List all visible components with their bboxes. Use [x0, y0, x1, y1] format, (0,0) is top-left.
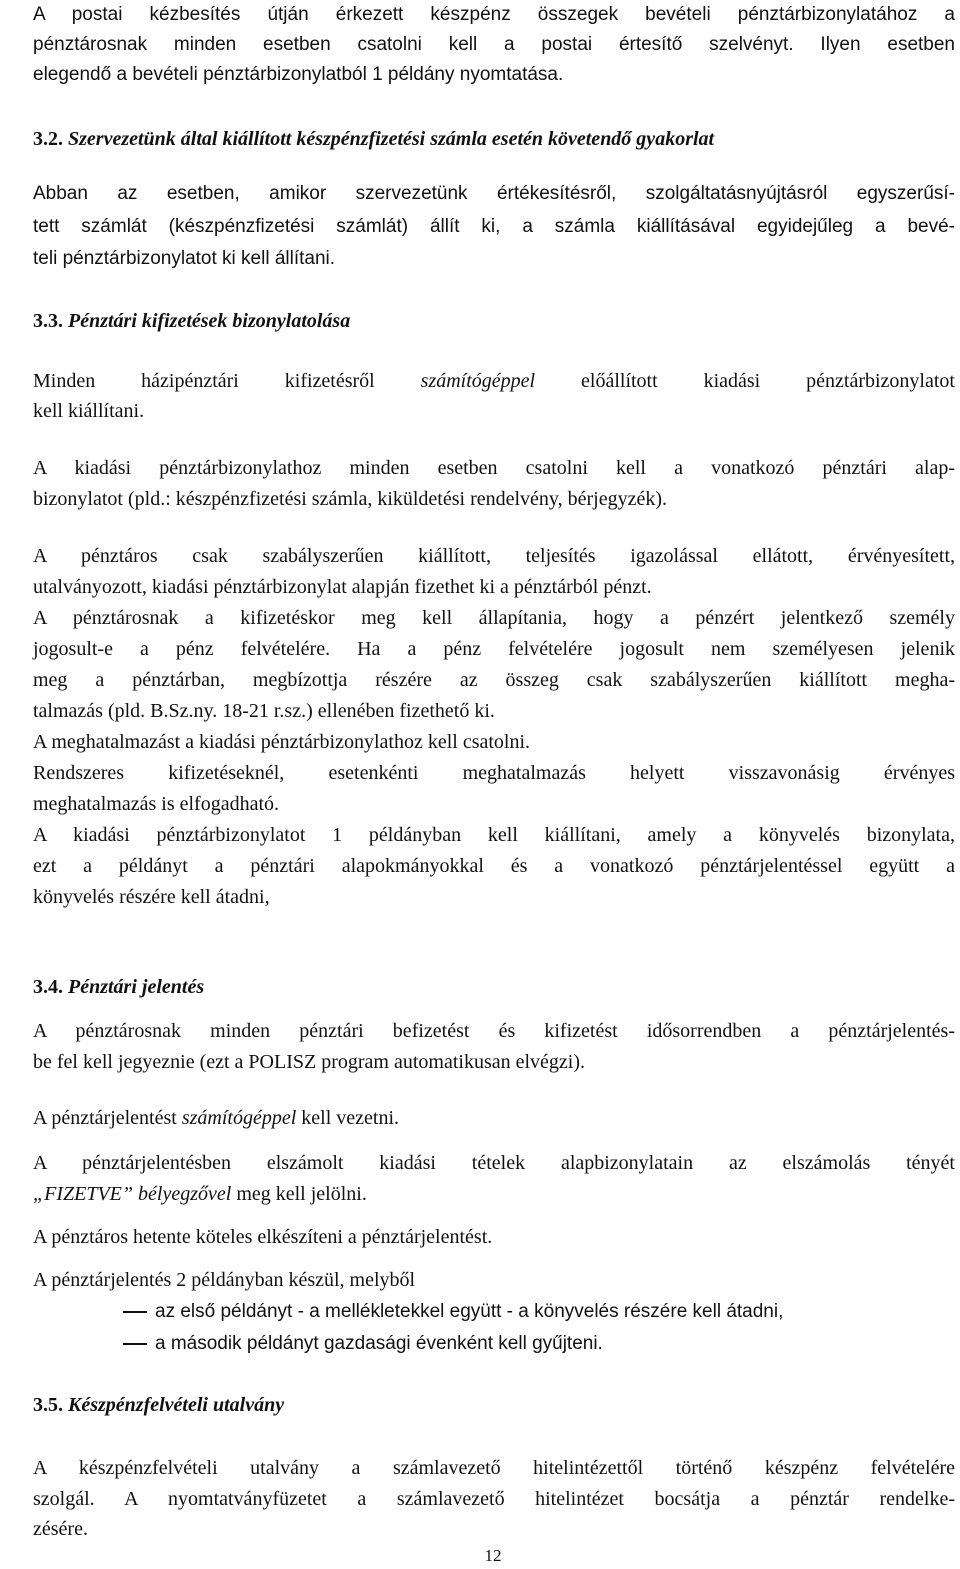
page-number: 12: [484, 1546, 502, 1565]
section-number: 3.4.: [33, 976, 63, 998]
section-title: Szervezetünk által kiállított készpénzfizetési számla esetén követendő gyakorlat: [68, 128, 715, 150]
section-heading-3-2: [33, 124, 714, 154]
text-segment: meg kell jelölni.: [236, 1183, 367, 1205]
section-title: Készpénzfelvételi utalvány: [68, 1394, 285, 1416]
s33-p7-line-1: A kiadási pénztárbizonylatot 1 példányban kell kiállítani, amely a könyvelés bizonylata,: [33, 824, 955, 846]
section-heading-3-4: [33, 972, 204, 1002]
s33-p4-line-2: jogosult-e a pénz felvételére. Ha a pénz felvételére jogosult nem személyesen jelenik: [33, 638, 955, 660]
section-heading-3-5: [33, 1390, 284, 1420]
section-number: 3.2.: [33, 128, 63, 150]
s33-p1-line-2: kell kiállítani.: [33, 400, 145, 422]
section-title: Pénztári kifizetések bizonylatolása: [68, 310, 351, 332]
s35-line-2: szolgál. A nyomtatványfüzetet a számlavezető hitelintézet bocsátja a pénztár rendelke-: [33, 1488, 955, 1510]
section-title: Pénztári jelentés: [68, 976, 205, 998]
section-number: 3.3.: [33, 310, 63, 332]
s33-p7-line-2: ezt a példányt a pénztári alapokmányokkal és a vonatkozó pénztárjelentéssel együtt a: [33, 855, 955, 877]
s33-p2-line-2: bizonylatot (pld.: készpénzfizetési számla, kiküldetési rendelvény, bérjegyzék).: [33, 488, 668, 510]
s35-line-1: A készpénzfelvételi utalvány a számlavezető hitelintézettől történő készpénz felvételére: [33, 1457, 955, 1479]
text-segment: A pénztárjelentést: [33, 1107, 177, 1129]
s33-p2-line-1: A kiadási pénztárbizonylathoz minden esetben csatolni kell a vonatkozó pénztári alap-: [33, 457, 955, 479]
s33-p4-line-3: meg a pénztárban, megbízottja részére az összeg csak szabályszerűen kiállított megha-: [33, 669, 955, 691]
text-segment: Minden házipénztári kifizetésről: [33, 370, 375, 392]
intro-line-2: pénztárosnak minden esetben csatolni kell a postai értesítő szelvényt. Ilyen esetben: [33, 34, 955, 55]
s32-line-3: teli pénztárbizonylatot ki kell állítani.: [33, 248, 336, 269]
s33-p4-line-4: talmazás (pld. B.Sz.ny. 18-21 r.sz.) ellenében fizethető ki.: [33, 700, 495, 722]
emphasis-text: számítógéppel: [181, 1107, 297, 1129]
s33-p5: A meghatalmazást a kiadási pénztárbizonylathoz kell csatolni.: [33, 731, 531, 753]
bullet-dash-icon: [123, 1343, 147, 1345]
text-segment: kell vezetni.: [301, 1107, 399, 1129]
intro-line-1: A postai kézbesítés útján érkezett készpénz összegek bevételi pénztárbizonylatához a: [33, 4, 955, 25]
s33-p3-line-1: A pénztáros csak szabályszerűen kiállított, teljesítés igazolással ellátott, érvényesített,: [33, 545, 955, 567]
s32-line-2: tett számlát (készpénzfizetési számlát) állít ki, a számla kiállításával egyidejűleg a bevé-: [33, 216, 955, 237]
section-number: 3.5.: [33, 1394, 63, 1416]
s33-p6-line-2: meghatalmazás is elfogadható.: [33, 793, 280, 815]
s34-p3-line-2: [33, 1179, 367, 1209]
section-heading-3-3: [33, 306, 350, 336]
bullet-item-2: a második példányt gazdasági évenként kell gyűjteni.: [155, 1333, 603, 1354]
s33-p1-line-1: [33, 366, 955, 396]
s34-p1-line-2: be fel kell jegyeznie (ezt a POLISZ program automatikusan elvégzi).: [33, 1051, 586, 1073]
s33-p4-line-1: A pénztárosnak a kifizetéskor meg kell állapítania, hogy a pénzért jelentkező személy: [33, 607, 955, 629]
bullet-item-1: az első példányt - a mellékletekkel együtt - a könyvelés részére kell átadni,: [155, 1301, 784, 1322]
s33-p3-line-2: utalványozott, kiadási pénztárbizonylat alapján fizethet ki a pénztárból pénzt.: [33, 576, 652, 598]
s33-p7-line-3: könyvelés részére kell átadni,: [33, 886, 270, 908]
text-segment: előállított kiadási pénztárbizonylatot: [581, 370, 955, 392]
s34-p4: A pénztáros hetente köteles elkészíteni a pénztárjelentést.: [33, 1226, 493, 1248]
emphasis-text: számítógéppel: [420, 370, 536, 392]
s35-line-3: zésére.: [33, 1518, 88, 1540]
s34-p2: [33, 1103, 399, 1133]
s32-line-1: Abban az esetben, amikor szervezetünk értékesítésről, szolgáltatásnyújtásról egyszerűsí-: [33, 183, 955, 204]
intro-line-3: elegendő a bevételi pénztárbizonylatból 1 példány nyomtatása.: [33, 64, 564, 85]
s33-p6-line-1: Rendszeres kifizetéseknél, esetenkénti meghatalmazás helyett visszavonásig érvényes: [33, 762, 955, 784]
s34-p5: A pénztárjelentés 2 példányban készül, melyből: [33, 1269, 416, 1291]
bullet-dash-icon: [123, 1311, 147, 1313]
s34-p1-line-1: A pénztárosnak minden pénztári befizetést és kifizetést idősorrendben a pénztárjelentés-: [33, 1020, 955, 1042]
s34-p3-line-1: A pénztárjelentésben elszámolt kiadási tételek alapbizonylatain az elszámolás tényét: [33, 1152, 955, 1174]
emphasis-text: „FIZETVE” bélyegzővel: [33, 1183, 232, 1205]
